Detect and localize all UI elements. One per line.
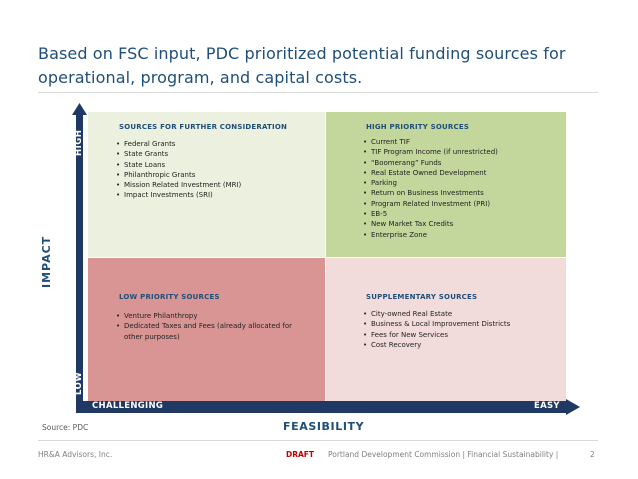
list-item: • Venture Philanthropy	[116, 311, 312, 321]
page-number: 2	[590, 450, 595, 459]
quadrant-list	[363, 309, 559, 350]
source-note: Source: PDC	[42, 423, 89, 432]
list-item: • State Loans	[116, 160, 316, 170]
list-item: • State Grants	[116, 149, 316, 159]
list-item: • Fees for New Services	[363, 330, 559, 340]
list-item: • EB-5	[363, 209, 559, 219]
list-item: • Federal Grants	[116, 139, 316, 149]
x-axis-title: FEASIBILITY	[283, 420, 365, 433]
list-item: • Return on Business Investments	[363, 188, 559, 198]
x-axis-challenging-label: CHALLENGING	[92, 401, 164, 411]
quadrant-list	[363, 137, 559, 240]
footer-divider	[38, 440, 598, 441]
quadrant-further-consideration	[88, 112, 325, 257]
list-item: • City-owned Real Estate	[363, 309, 559, 319]
quadrant-low-priority	[88, 258, 325, 403]
y-axis-high-label: HIGH	[74, 129, 84, 157]
footer-company: HR&A Advisors, Inc.	[38, 450, 113, 459]
quadrant-supplementary	[326, 258, 566, 403]
quadrant-heading: LOW PRIORITY SOURCES	[119, 293, 220, 301]
list-item: • New Market Tax Credits	[363, 219, 559, 229]
list-item: • Program Related Investment (PRI)	[363, 199, 559, 209]
title-divider	[38, 92, 598, 93]
list-item: • Impact Investments (SRI)	[116, 190, 316, 200]
quadrant-high-priority	[326, 112, 566, 257]
quadrant-list	[116, 311, 312, 342]
list-item: • Mission Related Investment (MRI)	[116, 180, 316, 190]
list-item: • Business & Local Improvement Districts	[363, 319, 559, 329]
list-item: • Real Estate Owned Development	[363, 168, 559, 178]
list-item: • Parking	[363, 178, 559, 188]
list-item: • Philanthropic Grants	[116, 170, 316, 180]
footer-draft-label: DRAFT	[286, 450, 315, 459]
quadrant-heading: HIGH PRIORITY SOURCES	[366, 123, 470, 131]
list-item: • Dedicated Taxes and Fees (already allocated for other purposes)	[116, 321, 312, 342]
list-item: • Cost Recovery	[363, 340, 559, 350]
quadrant-heading: SOURCES FOR FURTHER CONSIDERATION	[119, 123, 288, 131]
slide-title: Based on FSC input, PDC prioritized potential funding sources for operational, program, and capital costs.	[38, 44, 566, 87]
list-item: • “Boomerang” Funds	[363, 158, 559, 168]
list-item: • Enterprise Zone	[363, 230, 559, 240]
x-axis-easy-label: EASY	[534, 401, 560, 411]
list-item: • TIF Program Income (if unrestricted)	[363, 147, 559, 157]
quadrant-heading: SUPPLEMENTARY SOURCES	[366, 293, 478, 301]
y-axis-title: IMPACT	[40, 235, 53, 289]
list-item: • Current TIF	[363, 137, 559, 147]
footer-client-project: Portland Development Commission | Financial Sustainability |	[328, 450, 559, 459]
y-axis-low-label: LOW	[74, 371, 84, 395]
quadrant-list	[116, 139, 316, 201]
